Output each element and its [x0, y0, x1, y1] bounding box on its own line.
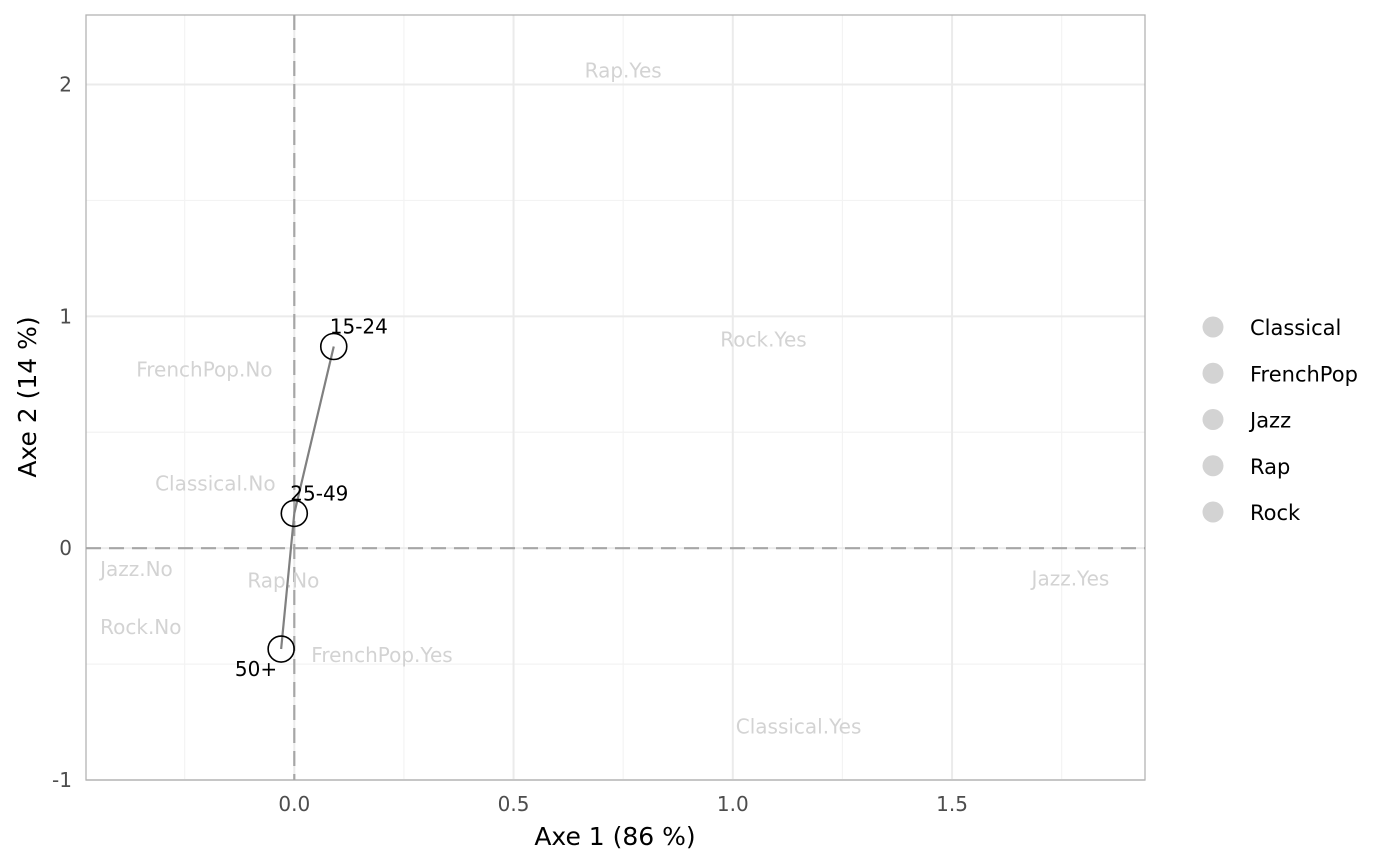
x-tick-label: 0.5	[497, 792, 530, 816]
legend-key-dot	[1203, 455, 1224, 476]
category-label: FrenchPop.Yes	[311, 642, 453, 667]
x-tick-label: 1.0	[716, 792, 749, 816]
x-tick-label: 0.0	[278, 792, 311, 816]
plot-panel	[52, 15, 1145, 816]
legend-label: Rap	[1250, 454, 1291, 479]
category-label: FrenchPop.No	[136, 357, 273, 382]
legend-label: Jazz	[1250, 408, 1292, 433]
category-label: Jazz.No	[100, 557, 173, 582]
legend-label: Rock	[1250, 501, 1301, 525]
age-label: 25-49	[290, 481, 349, 506]
category-label: Rock.Yes	[720, 327, 807, 352]
legend-key-dot	[1203, 502, 1224, 523]
y-tick-label: 2	[59, 72, 72, 97]
category-label: Classical.Yes	[735, 714, 862, 739]
legend-key-dot	[1203, 317, 1224, 338]
legend	[1203, 316, 1358, 525]
y-tick-label: 0	[59, 536, 72, 561]
category-label: Rap.No	[247, 568, 320, 593]
legend-label: FrenchPop	[1250, 362, 1358, 387]
category-label: Rock.No	[100, 615, 182, 639]
age-label: 50+	[234, 657, 278, 682]
legend-label: Classical	[1250, 316, 1342, 340]
age-label: 15-24	[329, 314, 388, 339]
x-tick-label: 1.5	[936, 792, 968, 816]
category-label: Rap.Yes	[584, 58, 662, 83]
legend-key-dot	[1203, 409, 1224, 430]
y-tick-label: -1	[52, 768, 72, 792]
category-label: Jazz.Yes	[1031, 566, 1110, 591]
x-axis-title: Axe 1 (86 %)	[534, 822, 696, 851]
category-label: Classical.No	[155, 471, 276, 496]
y-tick-label: 1	[59, 304, 72, 329]
legend-key-dot	[1203, 363, 1224, 384]
y-axis-title: Axe 2 (14 %)	[13, 316, 42, 478]
